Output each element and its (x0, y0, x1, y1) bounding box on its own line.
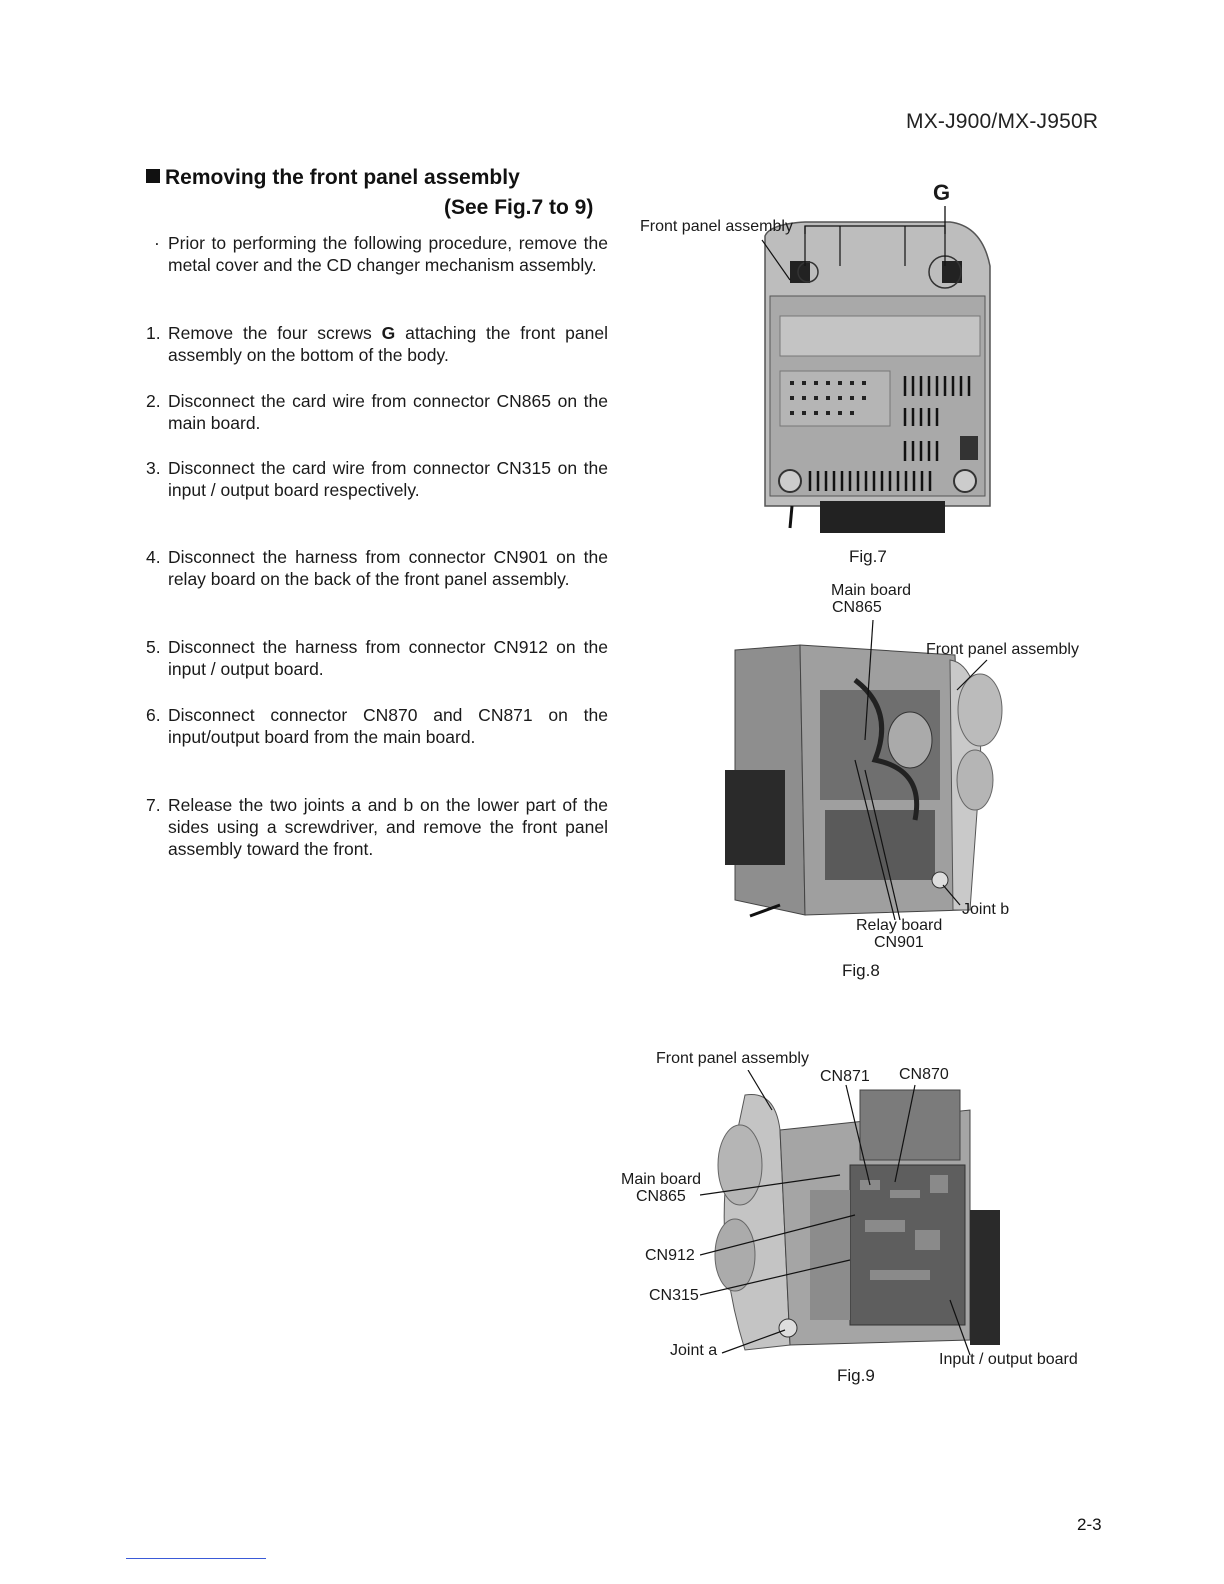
fig9-label-cn315: CN315 (649, 1287, 699, 1304)
step-text: Remove the four screws G attaching the front panel assembly on the bottom of the body. (168, 323, 608, 365)
fig8-label-cn865: CN865 (832, 599, 882, 616)
footer-rule (126, 1558, 266, 1559)
step-3 (146, 457, 608, 501)
step-number: 2. (146, 391, 161, 411)
step-number: 4. (146, 547, 161, 567)
model-number: MX-J900/MX-J950R (906, 110, 1099, 133)
fig9-label-front-panel: Front panel assembly (656, 1050, 809, 1067)
fig8-photo (725, 620, 1015, 920)
fig9-label-joint-a: Joint a (670, 1342, 718, 1359)
fig9-label-main-board: Main board (621, 1171, 702, 1188)
fig9-label-cn871: CN871 (820, 1068, 870, 1085)
fig7-label-g: G (933, 180, 951, 205)
step-6 (146, 704, 608, 748)
fig8-label-front-panel: Front panel assembly (926, 641, 1079, 658)
fig8-label-relay-board: Relay board (856, 917, 943, 934)
step-text: Disconnect the harness from connector CN912 on the input / output board. (168, 637, 608, 679)
page-number: 2-3 (1077, 1515, 1102, 1534)
fig9-label-io-board: Input / output board (939, 1351, 1078, 1368)
fig9-label-cn912: CN912 (645, 1247, 695, 1264)
fig9-label-cn865: CN865 (636, 1188, 686, 1205)
dot-bullet-icon: · (154, 233, 160, 253)
step-number: 3. (146, 458, 161, 478)
fig9-photo (700, 1070, 1010, 1370)
step-2 (146, 390, 608, 434)
step-5 (146, 636, 608, 680)
fig8-label-joint-b: Joint b (962, 901, 1010, 918)
fig9-label-cn870: CN870 (899, 1066, 949, 1083)
step-number: 5. (146, 637, 161, 657)
fig8-label-main-board: Main board (831, 582, 912, 599)
step-4 (146, 546, 608, 590)
fig7-caption: Fig.7 (849, 547, 887, 566)
intro-paragraph (146, 232, 608, 276)
fig7-label-front-panel: Front panel assembly (640, 218, 793, 235)
intro-text: Prior to performing the following procedure, remove the metal cover and the CD changer mechanism assembly. (168, 233, 608, 275)
fig8-label-cn901: CN901 (874, 934, 924, 951)
step-number: 7. (146, 795, 161, 815)
section-title (146, 166, 520, 190)
step-text: Disconnect connector CN870 and CN871 on the input/output board from the main board. (168, 705, 608, 747)
fig9-caption: Fig.9 (837, 1366, 875, 1385)
step-text: Disconnect the harness from connector CN901 on the relay board on the back of the front panel assembly. (168, 547, 608, 589)
section-title-text: Removing the front panel assembly (165, 166, 520, 189)
step-1 (146, 322, 608, 366)
fig8-caption: Fig.8 (842, 961, 880, 980)
step-text: Disconnect the card wire from connector CN865 on the main board. (168, 391, 608, 433)
step-text: Disconnect the card wire from connector CN315 on the input / output board respectively. (168, 458, 608, 500)
screw-label: G (381, 323, 396, 343)
step-number: 6. (146, 705, 161, 725)
step-7 (146, 794, 608, 860)
step-text: Release the two joints a and b on the lower part of the sides using a screwdriver, and remove the front panel assembly toward the front. (168, 795, 608, 859)
step-number: 1. (146, 323, 161, 343)
section-subtitle: (See Fig.7 to 9) (444, 196, 594, 219)
square-bullet-icon (146, 169, 160, 183)
